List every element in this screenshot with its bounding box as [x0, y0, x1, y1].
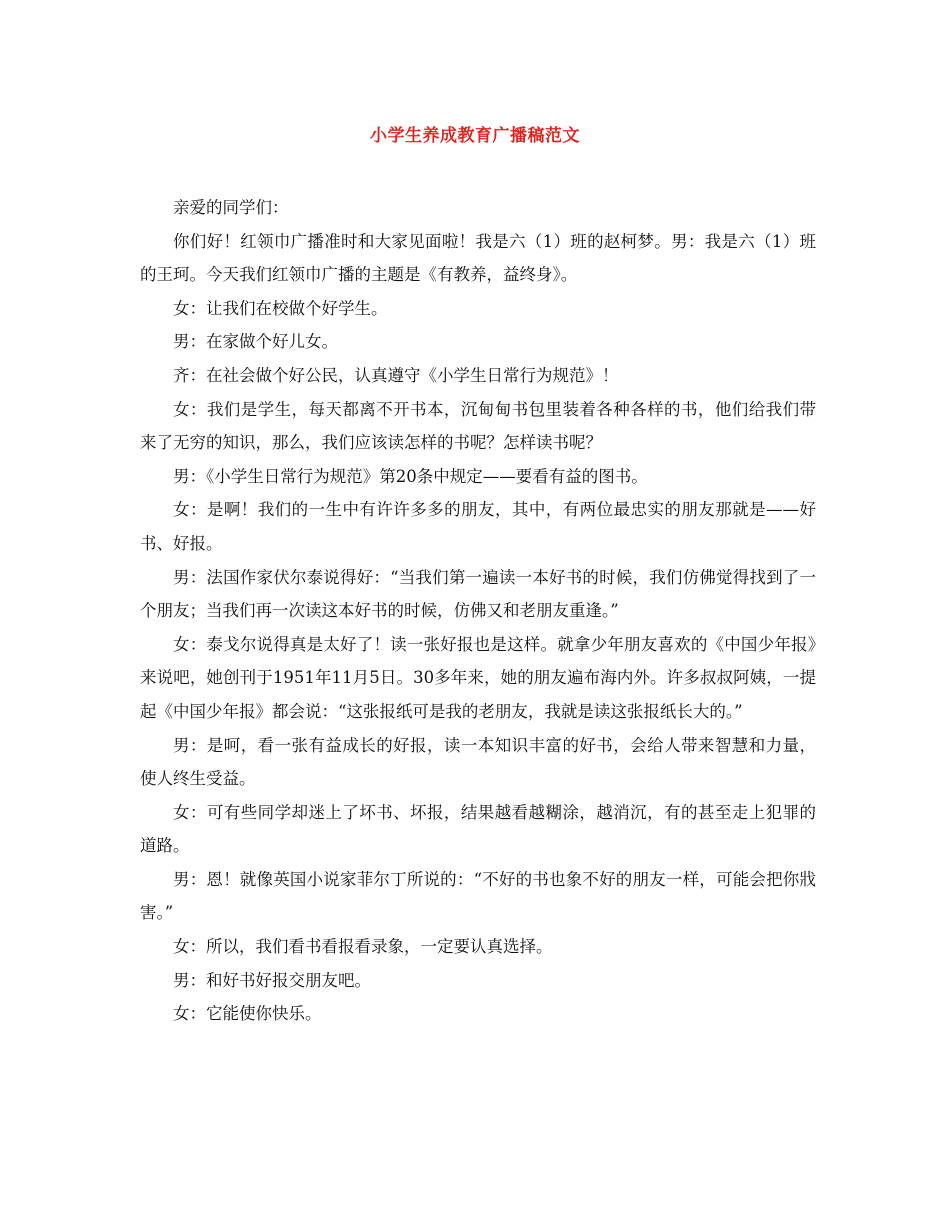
paragraph: 女：是啊！我们的一生中有许许多多的朋友，其中，有两位最忠实的朋友那就是——好书、好报。: [140, 500, 816, 553]
paragraph: 男：在家做个好儿女。: [173, 332, 338, 352]
document-title: 小学生养成教育广播稿范文: [370, 126, 580, 146]
paragraph: 齐：在社会做个好公民，认真遵守《小学生日常行为规范》！: [173, 365, 619, 385]
paragraph: 女：让我们在校做个好学生。: [173, 298, 388, 318]
document-body: [140, 191, 816, 1031]
paragraph: 男：《小学生日常行为规范》第20条中规定——要看有益的图书。: [173, 466, 648, 486]
paragraph: 女：可有些同学却迷上了坏书、坏报，结果越看越糊涂，越消沉，有的甚至走上犯罪的道路。: [140, 802, 816, 856]
paragraph: 男：和好书好报交朋友吧。: [173, 970, 371, 990]
paragraph: 男：法国作家伏尔泰说得好：“当我们第一遍读一本好书的时候，我们仿佛觉得找到了一个朋友；当我们再一次读这本好书的时候，仿佛又和老朋友重逢。”: [140, 567, 816, 621]
paragraph: 男：恩！就像英国小说家菲尔丁所说的：“不好的书也象不好的朋友一样，可能会把你戕害。”: [140, 869, 816, 923]
paragraph: 你们好！红领巾广播准时和大家见面啦！我是六（1）班的赵柯梦。男：我是六（1）班的王珂。今天我们红领巾广播的主题是《有教养，益终身》。: [140, 231, 816, 285]
paragraph: 女：泰戈尔说得真是太好了！读一张好报也是这样。就拿少年朋友喜欢的《中国少年报》来说吧，她创刊于1951年11月5日。30多年来，她的朋友遍布海内外。许多叔叔阿姨，一提起《中国少年报》都会说：“这张报纸可是我的老朋友，我就是读这张报纸长大的。”: [140, 634, 816, 721]
paragraph: 女：我们是学生，每天都离不开书本，沉甸甸书包里装着各种各样的书，他们给我们带来了无穷的知识，那么，我们应该读怎样的书呢？怎样读书呢？: [140, 399, 816, 453]
paragraph: 女：所以，我们看书看报看录象，一定要认真选择。: [173, 937, 553, 957]
paragraph: 亲爱的同学们：: [173, 198, 289, 217]
paragraph: 男：是呵，看一张有益成长的好报，读一本知识丰富的好书，会给人带来智慧和力量，使人终生受益。: [140, 735, 816, 789]
paragraph: 女：它能使你快乐。: [173, 1004, 322, 1024]
